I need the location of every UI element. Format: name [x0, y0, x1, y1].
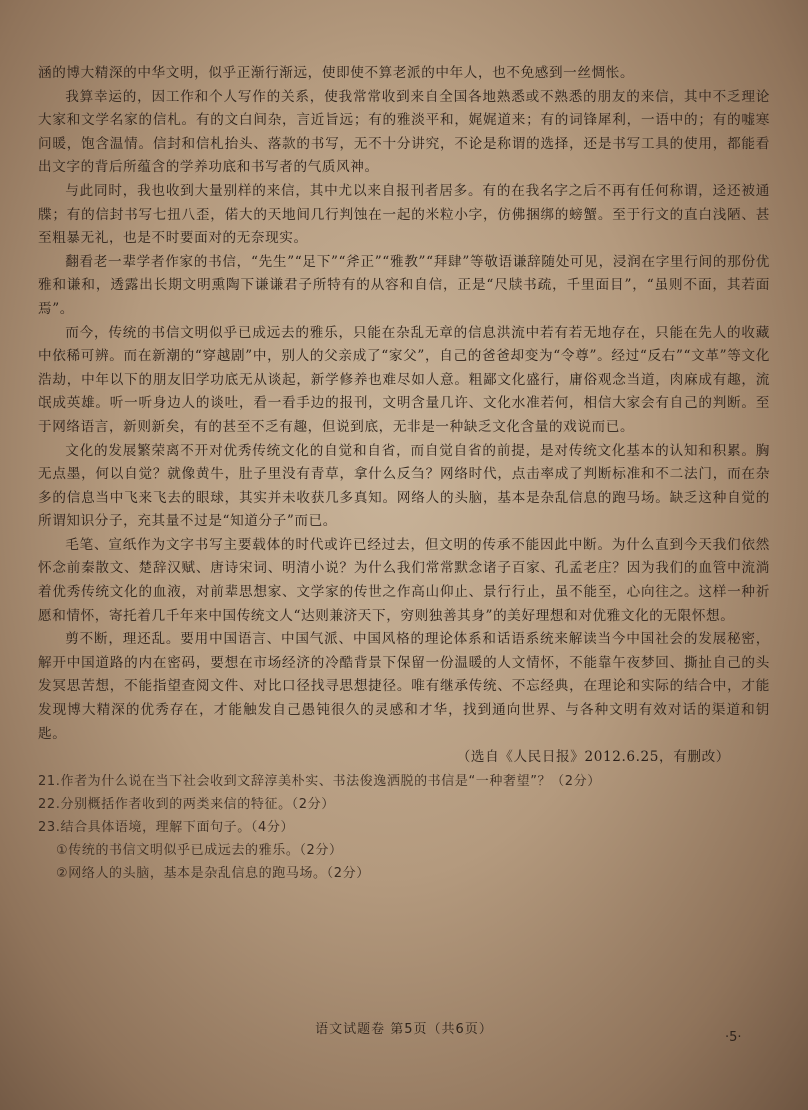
article-paragraph: 而今，传统的书信文明似乎已成远去的雅乐，只能在杂乱无章的信息洪流中若有若无地存在，只能在先人的收藏中依稀可辨。而在新潮的“穿越剧”中，别人的父亲成了“家父”，自己的爸爸却变为“令尊”。经过“反右”“文革”等文化浩劫，中年以下的朋友旧学功底无从谈起，新学修养也难尽如人意。粗鄙文化盛行，庸俗观念当道，肉麻成有趣，流氓成英雄。听一听身边人的谈吐，看一看手边的报刊，文明含量几许、文化水准若何，相信大家会有自己的判断。至于网络语言，新则新矣，有的甚至不乏有趣，但说到底，无非是一种缺乏文化含量的戏说而已。 — [38, 324, 770, 435]
question-list — [38, 770, 770, 885]
article-paragraph: 剪不断，理还乱。要用中国语言、中国气派、中国风格的理论体系和话语系统来解读当今中国社会的发展秘密，解开中国道路的内在密码，要想在市场经济的冷酷背景下保留一份温暖的人文情怀，不能靠午夜梦回、撕扯自己的头发冥思苦想，不能指望查阅文件、对比口径找寻思想捷径。唯有继承传统、不忘经典，在理论和实际的结合中，才能发现博大精深的优秀存在，才能触发自己愚钝很久的灵感和才华，找到通向世界、与各种文明有效对话的渠道和钥匙。 — [38, 631, 770, 742]
sub-question-2: ②网络人的头脑，基本是杂乱信息的跑马场。（2分） — [56, 865, 370, 881]
article-body — [38, 62, 770, 885]
article-paragraph: 与此同时，我也收到大量别样的来信，其中尤以来自报刊者居多。有的在我名字之后不再有任何称谓，迳还被通牒；有的信封书写七扭八歪，偌大的天地间几行判蚀在一起的米粒小字，仿佛捆绑的螃蟹。至于行文的直白浅陋、甚至粗暴无礼，也是不时要面对的无奈现实。 — [38, 182, 770, 247]
page-footer: 语文试题卷 第5页（共6页） — [315, 1022, 493, 1037]
article-paragraph: 文化的发展繁荣离不开对优秀传统文化的自觉和自省，而自觉自省的前提，是对传统文化基本的认知和积累。胸无点墨，何以自觉？就像黄牛，肚子里没有青草，拿什么反刍？网络时代，点击率成了判断标准和不二法门，而在杂多的信息当中飞来飞去的眼球，其实并未收获几多真知。网络人的头脑，基本是杂乱信息的跑马场。缺乏这种自觉的所谓知识分子，充其量不过是“知道分子”而已。 — [38, 442, 770, 530]
question-22: 22.分别概括作者收到的两类来信的特征。（2分） — [38, 796, 335, 812]
question-21: 21.作者为什么说在当下社会收到文辞淳美朴实、书法俊逸洒脱的书信是“一种奢望”？（2分） — [38, 773, 601, 789]
article-paragraph: 毛笔、宣纸作为文字书写主要载体的时代或许已经过去，但文明的传承不能因此中断。为什么直到今天我们依然怀念前秦散文、楚辞汉赋、唐诗宋词、明清小说？为什么我们常常默念诸子百家、孔孟老庄？因为我们的血管中流淌着优秀传统文化的血液，对前辈思想家、文学家的传世之作高山仰止、景行行止，虽不能至，心向往之。这样一种祈愿和情怀，寄托着几千年来中国传统文人“达则兼济天下，穷则独善其身”的美好理想和对优雅文化的无限怀想。 — [38, 536, 770, 624]
sub-question-1: ①传统的书信文明似乎已成远去的雅乐。（2分） — [56, 842, 343, 858]
question-23: 23.结合具体语境，理解下面句子。（4分） — [38, 819, 295, 835]
page-number: ·5· — [725, 1030, 742, 1045]
article-paragraph: 我算幸运的，因工作和个人写作的关系，使我常常收到来自全国各地熟悉或不熟悉的朋友的来信，其中不乏理论大家和文学名家的信札。有的文白间杂，言近旨远；有的雅淡平和，娓娓道来；有的词锋犀利，一语中的；有的嘘寒问暖，饱含温情。信封和信札抬头、落款的书写，无不十分讲究，不论是称谓的选择，还是书写工具的使用，都能看出文字的背后所蕴含的学养功底和书写者的气质风神。 — [38, 88, 770, 176]
article-paragraph: 涵的博大精深的中华文明，似乎正渐行渐远，使即使不算老派的中年人，也不免感到一丝惆怅。 — [38, 65, 635, 81]
article-source: （选自《人民日报》2012.6.25，有删改） — [456, 749, 730, 766]
article-paragraph: 翻看老一辈学者作家的书信，“先生”“足下”“斧正”“雅教”“拜肆”等敬语谦辞随处可见，浸润在字里行间的那份优雅和谦和，透露出长期文明熏陶下谦谦君子所特有的从容和自信，正是“尺牍书疏，千里面目”，“虽则不面，其若面焉”。 — [38, 253, 770, 317]
